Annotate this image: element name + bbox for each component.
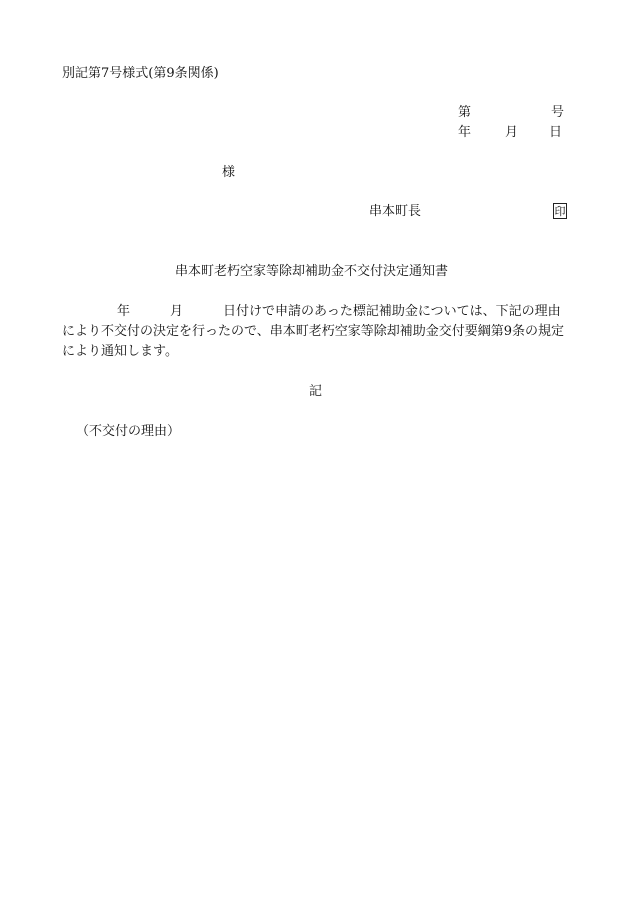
issuer-name: 串本町長 [369, 204, 422, 219]
addressee-suffix: 様 [222, 165, 236, 180]
body-month: 月 [170, 304, 184, 319]
body-rest: 日付けで申請のあった標記補助金については、下記の理由 [223, 304, 561, 319]
document-number-suffix: 号 [551, 105, 565, 120]
date-year: 年 [458, 125, 472, 140]
document-title: 串本町老朽空家等除却補助金不交付決定通知書 [175, 264, 449, 279]
form-label: 別記第7号様式(第9条関係) [62, 66, 219, 81]
reason-label: （不交付の理由） [76, 424, 181, 439]
document-number-prefix: 第 [458, 105, 472, 120]
ki-heading: 記 [309, 384, 323, 399]
body-line-3: により通知します。 [62, 344, 178, 359]
body-year: 年 [117, 304, 131, 319]
date-month: 月 [505, 125, 519, 140]
seal-mark: 印 [554, 205, 566, 218]
date-day: 日 [549, 125, 563, 140]
body-line-2: により不交付の決定を行ったので、串本町老朽空家等除却補助金交付要綱第9条の規定 [62, 324, 565, 339]
